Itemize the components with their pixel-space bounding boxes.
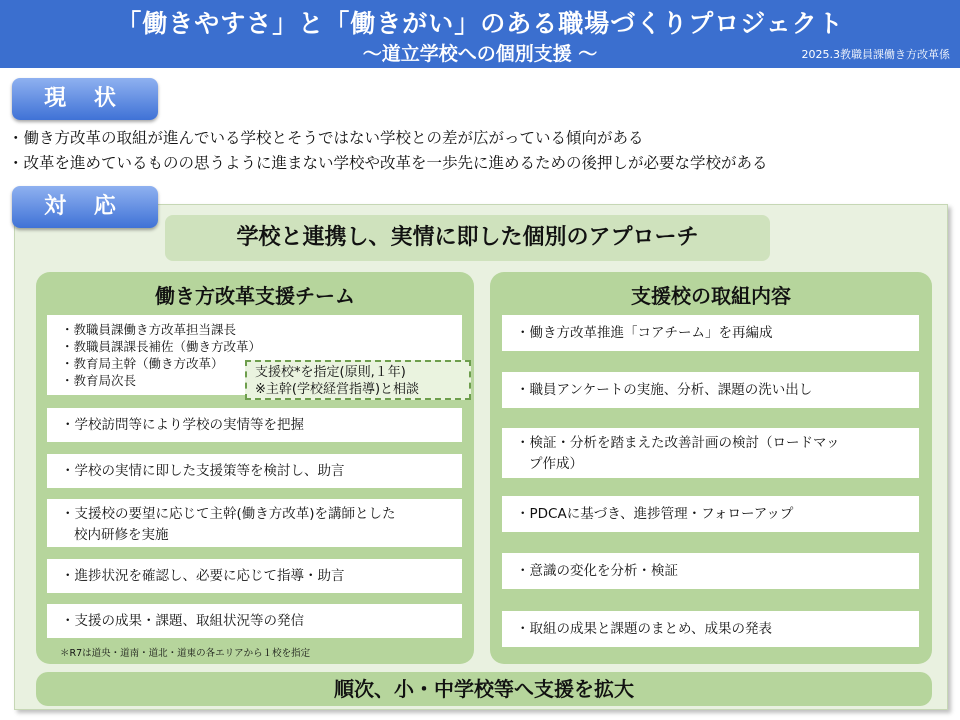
page-subtitle: ～道立学校への個別支援 ～ <box>362 43 598 65</box>
page-title: 「働きやすさ」と「働きがい」のある職場づくりプロジェクト <box>116 9 844 38</box>
school-activity-item: ・意識の変化を分析・検証 <box>502 553 919 589</box>
current-status-list <box>8 126 768 176</box>
header-banner <box>0 0 960 68</box>
team-action-line: ・支援校の要望に応じて主幹(働き方改革)を講師とした <box>61 506 396 522</box>
approach-banner: 学校と連携し、実情に即した個別のアプローチ <box>165 215 770 261</box>
school-activity-line: ・検証・分析を踏まえた改善計画の検討（ロードマッ <box>516 435 840 451</box>
response-tab: 対 応 <box>12 186 158 228</box>
school-activity-item: ・PDCAに基づき、進捗管理・フォローアップ <box>502 496 919 532</box>
footnote: ＊R7は道央・道南・道北・道東の各エリアから１校を指定 <box>60 648 311 659</box>
status-item: ・働き方改革の取組が進んでいる学校とそうではない学校との差が広がっている傾向がある <box>8 129 644 147</box>
team-member: ・教職員課働き方改革担当課長 <box>61 322 237 337</box>
status-item: ・改革を進めているものの思うように進まない学校や改革を一歩先に進めるための後押しが必要な学校がある <box>8 154 768 172</box>
school-activity-item <box>502 428 919 478</box>
team-action-item: ・学校の実情に即した支援策等を検討し、助言 <box>47 454 462 488</box>
designation-line: ※主幹(学校経営指導)と相談 <box>255 382 420 397</box>
school-activities-title: 支援校の取組内容 <box>631 284 791 308</box>
school-activity-item: ・取組の成果と課題のまとめ、成果の発表 <box>502 611 919 647</box>
department-label: 2025.3教職員課働き方改革係 <box>801 48 950 61</box>
team-action-item <box>47 499 462 547</box>
designation-line: 支援校*を指定(原則,１年) <box>255 365 406 380</box>
team-action-line: 校内研修を実施 <box>74 527 169 543</box>
school-activity-item: ・職員アンケートの実施、分析、課題の洗い出し <box>502 372 919 408</box>
team-action-item: ・学校訪問等により学校の実情等を把握 <box>47 408 462 442</box>
team-action-item: ・進捗状況を確認し、必要に応じて指導・助言 <box>47 559 462 593</box>
expansion-banner: 順次、小・中学校等へ支援を拡大 <box>36 672 932 706</box>
school-activity-line: プ作成） <box>529 456 583 472</box>
current-status-tab: 現 状 <box>12 78 158 120</box>
support-team-title: 働き方改革支援チーム <box>155 284 355 308</box>
team-member: ・教職員課課長補佐（働き方改革） <box>61 339 262 354</box>
team-member: ・教育局主幹（働き方改革） <box>61 356 224 371</box>
designation-note <box>245 360 471 400</box>
school-activity-item: ・働き方改革推進「コアチーム」を再編成 <box>502 315 919 351</box>
team-member: ・教育局次長 <box>61 373 137 388</box>
team-action-item: ・支援の成果・課題、取組状況等の発信 <box>47 604 462 638</box>
